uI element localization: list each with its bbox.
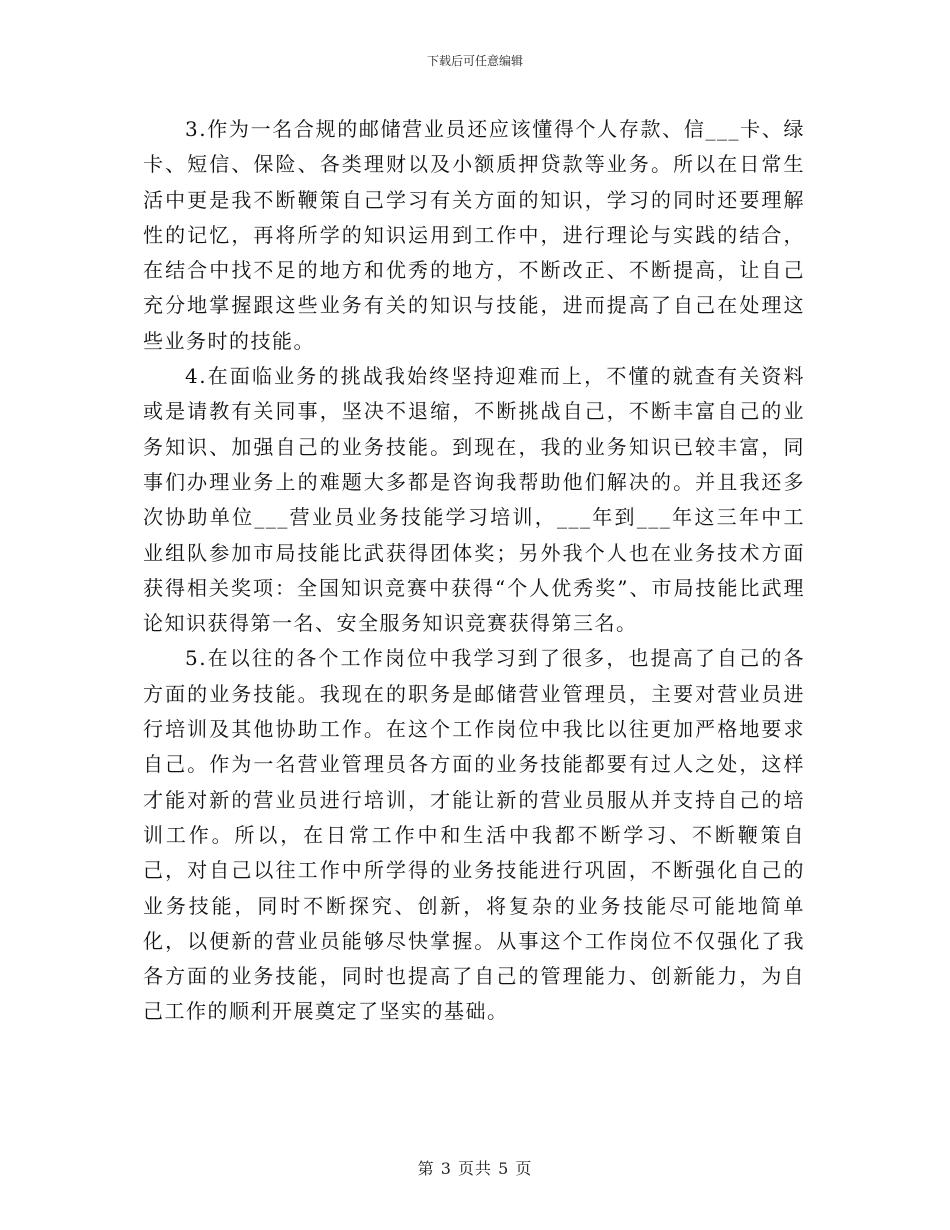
- document-body: [143, 112, 805, 1030]
- paragraph-4: 4.在面临业务的挑战我始终坚持迎难而上，不懂的就查有关资料或是请教有关同事，坚决不退缩，不断挑战自己，不断丰富自己的业务知识、加强自己的业务技能。到现在，我的业务知识已较丰富，同事们办理业务上的难题大多都是咨询我帮助他们解决的。并且我还多次协助单位___营业员业务技能学习培训，___年到___年这三年中工业组队参加市局技能比武获得团体奖；另外我个人也在业务技术方面获得相关奖项：全国知识竞赛中获得“个人优秀奖”、市局技能比武理论知识获得第一名、安全服务知识竞赛获得第三名。: [143, 364, 805, 636]
- paragraph-3: 3.作为一名合规的邮储营业员还应该懂得个人存款、信___卡、绿卡、短信、保险、各类理财以及小额质押贷款等业务。所以在日常生活中更是我不断鞭策自己学习有关方面的知识，学习的同时还要理解性的记忆，再将所学的知识运用到工作中，进行理论与实践的结合，在结合中找不足的地方和优秀的地方，不断改正、不断提高，让自己充分地掌握跟这些业务有关的知识与技能，进而提高了自己在处理这些业务时的技能。: [143, 117, 805, 353]
- page-header: 下载后可任意编辑: [426, 54, 523, 68]
- page-number-footer: 第 3 页共 5 页: [417, 1159, 533, 1178]
- paragraph-5: 5.在以往的各个工作岗位中我学习到了很多，也提高了自己的各方面的业务技能。我现在的职务是邮储营业管理员，主要对营业员进行培训及其他协助工作。在这个工作岗位中我比以往更加严格地要求自己。作为一名营业管理员各方面的业务技能都要有过人之处，这样才能对新的营业员进行培训，才能让新的营业员服从并支持自己的培训工作。所以，在日常工作中和生活中我都不断学习、不断鞭策自己，对自己以往工作中所学得的业务技能进行巩固，不断强化自己的业务技能，同时不断探究、创新，将复杂的业务技能尽可能地简单化，以便新的营业员能够尽快掌握。从事这个工作岗位不仅强化了我各方面的业务技能，同时也提高了自己的管理能力、创新能力，为自己工作的顺利开展奠定了坚实的基础。: [143, 646, 805, 1024]
